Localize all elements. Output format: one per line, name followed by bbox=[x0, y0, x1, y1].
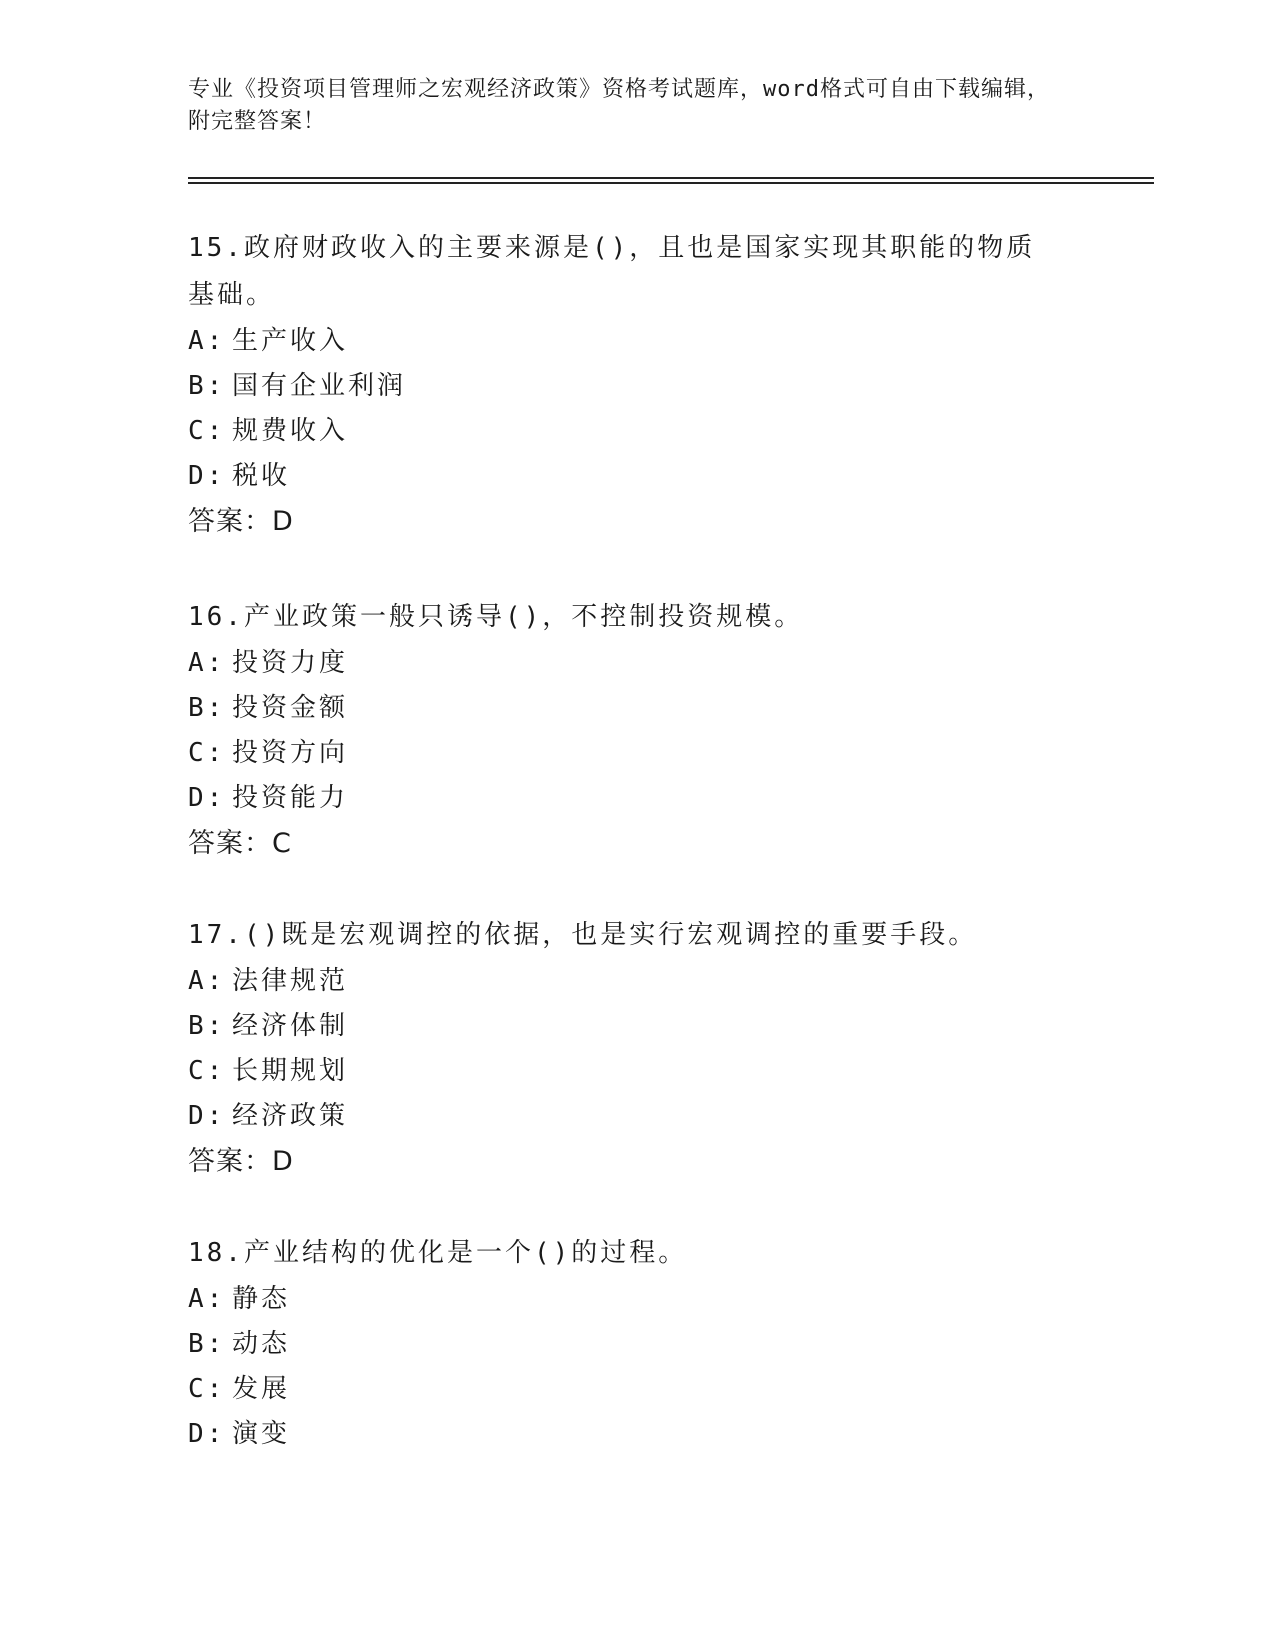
option-b bbox=[188, 686, 1088, 731]
option-a bbox=[188, 641, 1088, 686]
option-c bbox=[188, 409, 1088, 454]
question-stem: 15.政府财政收入的主要来源是()，且也是国家实现其职能的物质基础。 bbox=[188, 233, 1036, 310]
option-key: D: bbox=[188, 1419, 226, 1449]
option-text: 长期规划 bbox=[232, 1056, 349, 1086]
question-18 bbox=[188, 1230, 1088, 1457]
option-text: 投资金额 bbox=[232, 693, 349, 723]
question-stem: 16.产业政策一般只诱导()，不控制投资规模。 bbox=[188, 602, 804, 632]
option-text: 投资能力 bbox=[232, 783, 349, 813]
option-key: B: bbox=[188, 371, 226, 401]
answer-line: 答案：D bbox=[188, 506, 294, 537]
option-key: C: bbox=[188, 1056, 226, 1086]
option-d bbox=[188, 1094, 1088, 1139]
answer-line: 答案：D bbox=[188, 1146, 294, 1177]
option-key: C: bbox=[188, 1374, 226, 1404]
option-key: D: bbox=[188, 461, 226, 491]
option-c bbox=[188, 731, 1088, 776]
option-text: 经济体制 bbox=[232, 1011, 349, 1041]
option-key: A: bbox=[188, 1284, 226, 1314]
option-key: B: bbox=[188, 1011, 226, 1041]
option-text: 生产收入 bbox=[232, 326, 349, 356]
document-header: 专业《投资项目管理师之宏观经济政策》资格考试题库，word格式可自由下载编辑，附完整答案！ bbox=[188, 77, 1050, 134]
option-text: 动态 bbox=[232, 1329, 291, 1359]
option-d bbox=[188, 776, 1088, 821]
option-text: 国有企业利润 bbox=[232, 371, 407, 401]
option-d bbox=[188, 454, 1088, 499]
option-text: 经济政策 bbox=[232, 1101, 349, 1131]
option-text: 税收 bbox=[232, 461, 291, 491]
option-key: B: bbox=[188, 693, 226, 723]
option-key: D: bbox=[188, 1101, 226, 1131]
option-key: D: bbox=[188, 783, 226, 813]
header-divider-bottom bbox=[188, 182, 1154, 184]
option-a bbox=[188, 1277, 1088, 1322]
question-stem: 18.产业结构的优化是一个()的过程。 bbox=[188, 1238, 688, 1268]
option-key: A: bbox=[188, 326, 226, 356]
option-a bbox=[188, 959, 1088, 1004]
question-17 bbox=[188, 912, 1088, 1185]
option-key: C: bbox=[188, 738, 226, 768]
question-stem: 17.()既是宏观调控的依据，也是实行宏观调控的重要手段。 bbox=[188, 920, 978, 950]
option-text: 发展 bbox=[232, 1374, 291, 1404]
option-text: 静态 bbox=[232, 1284, 291, 1314]
option-key: B: bbox=[188, 1329, 226, 1359]
option-b bbox=[188, 1322, 1088, 1367]
option-c bbox=[188, 1049, 1088, 1094]
option-key: A: bbox=[188, 648, 226, 678]
question-16 bbox=[188, 594, 1088, 867]
option-b bbox=[188, 1004, 1088, 1049]
option-text: 演变 bbox=[232, 1419, 291, 1449]
option-a bbox=[188, 319, 1088, 364]
answer-line: 答案：C bbox=[188, 828, 292, 859]
option-c bbox=[188, 1367, 1088, 1412]
option-d bbox=[188, 1412, 1088, 1457]
option-text: 投资力度 bbox=[232, 648, 349, 678]
option-key: C: bbox=[188, 416, 226, 446]
option-text: 法律规范 bbox=[232, 966, 349, 996]
option-text: 规费收入 bbox=[232, 416, 349, 446]
option-key: A: bbox=[188, 966, 226, 996]
option-b bbox=[188, 364, 1088, 409]
question-15 bbox=[188, 225, 1088, 545]
option-text: 投资方向 bbox=[232, 738, 349, 768]
header-divider-top bbox=[188, 177, 1154, 179]
